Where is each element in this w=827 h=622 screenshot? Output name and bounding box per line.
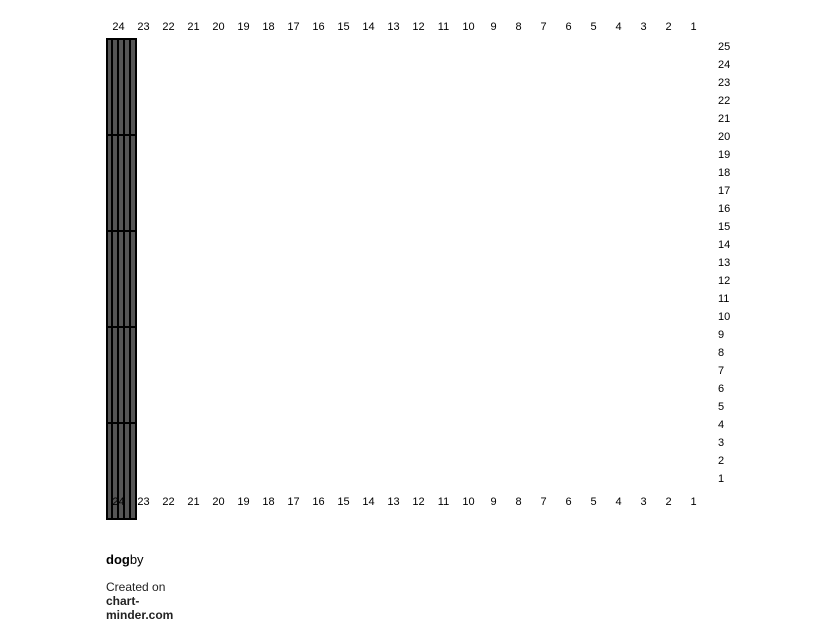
column-label: 9: [490, 21, 497, 33]
pattern-cell[interactable]: [135, 270, 137, 289]
pattern-row: [107, 78, 136, 97]
pattern-cell[interactable]: [135, 366, 137, 385]
column-label: 3: [640, 496, 647, 508]
column-label: 18: [262, 496, 275, 508]
pattern-by: by: [129, 552, 144, 567]
column-label: 17: [287, 21, 300, 33]
column-label: 3: [640, 21, 647, 33]
pattern-cell[interactable]: [135, 97, 137, 116]
column-label: 11: [437, 496, 450, 508]
column-label: 7: [540, 496, 547, 508]
pattern-title: [106, 552, 144, 567]
column-label: 14: [362, 496, 375, 508]
pattern-cell[interactable]: [135, 308, 137, 328]
pattern-row: [107, 423, 136, 443]
pattern-row: [107, 155, 136, 174]
pattern-row: [107, 59, 136, 78]
column-label: 10: [462, 21, 475, 33]
row-label: 16: [718, 202, 731, 215]
row-label: 13: [718, 256, 731, 269]
column-label: 21: [187, 496, 200, 508]
pattern-row: [107, 97, 136, 116]
column-label: 22: [162, 496, 175, 508]
pattern-cell[interactable]: [135, 193, 137, 212]
column-label: 2: [665, 496, 672, 508]
pattern-cell[interactable]: [135, 135, 137, 155]
column-label: 15: [337, 496, 350, 508]
pattern-row: [107, 327, 136, 347]
row-label: 11: [718, 292, 730, 305]
row-label: 2: [718, 454, 725, 467]
row-label: 4: [718, 418, 725, 431]
row-label: 23: [718, 76, 731, 89]
pattern-cell[interactable]: [135, 423, 137, 443]
row-label: 20: [718, 130, 731, 143]
column-label: 9: [490, 496, 497, 508]
column-label: 4: [615, 496, 622, 508]
column-label: 23: [137, 21, 150, 33]
pattern-row: [107, 366, 136, 385]
pattern-cell[interactable]: [135, 404, 137, 424]
column-label: 17: [287, 496, 300, 508]
row-label: 7: [718, 364, 725, 377]
column-label: 21: [187, 21, 200, 33]
column-label: 11: [437, 21, 450, 33]
pattern-row: [107, 251, 136, 270]
column-label: 5: [590, 21, 597, 33]
pattern-row: [107, 289, 136, 308]
pattern-row: [107, 385, 136, 404]
pattern-row: [107, 462, 136, 481]
column-label: 22: [162, 21, 175, 33]
column-label: 24: [112, 21, 125, 33]
column-label: 13: [387, 21, 400, 33]
pattern-row: [107, 404, 136, 424]
pattern-row: [107, 308, 136, 328]
column-label: 8: [515, 21, 522, 33]
column-label: 12: [412, 496, 425, 508]
row-label: 17: [718, 184, 731, 197]
row-label: 12: [718, 274, 731, 287]
pattern-grid[interactable]: [106, 38, 137, 520]
pattern-cell[interactable]: [135, 59, 137, 78]
row-label: 24: [718, 58, 731, 71]
pattern-row: [107, 443, 136, 462]
row-label: 10: [718, 310, 731, 323]
column-label: 14: [362, 21, 375, 33]
column-label: 2: [665, 21, 672, 33]
pattern-cell[interactable]: [135, 289, 137, 308]
pattern-cell[interactable]: [135, 231, 137, 251]
column-label: 15: [337, 21, 350, 33]
column-label: 1: [690, 496, 697, 508]
column-label: 19: [237, 21, 250, 33]
pattern-cell[interactable]: [135, 443, 137, 462]
column-label: 12: [412, 21, 425, 33]
column-label: 4: [615, 21, 622, 33]
row-label: 19: [718, 148, 731, 161]
pattern-cell[interactable]: [135, 327, 137, 347]
credit-site-link[interactable]: chart-minder.com: [106, 594, 174, 622]
row-label: 25: [718, 40, 731, 53]
pattern-cell[interactable]: [135, 155, 137, 174]
row-label: 22: [718, 94, 731, 107]
row-label: 15: [718, 220, 731, 233]
pattern-cell[interactable]: [135, 116, 137, 136]
row-label: 9: [718, 328, 725, 341]
column-label: 8: [515, 496, 522, 508]
pattern-cell[interactable]: [135, 212, 137, 232]
pattern-cell[interactable]: [135, 385, 137, 404]
column-label: 5: [590, 496, 597, 508]
pattern-cell[interactable]: [135, 251, 137, 270]
pattern-cell[interactable]: [135, 347, 137, 366]
pattern-row: [107, 39, 136, 59]
column-label: 18: [262, 21, 275, 33]
pattern-row: [107, 231, 136, 251]
column-label: 23: [137, 496, 150, 508]
pattern-row: [107, 116, 136, 136]
pattern-row: [107, 193, 136, 212]
pattern-row: [107, 212, 136, 232]
row-label: 21: [718, 112, 731, 125]
pattern-row: [107, 135, 136, 155]
credit-line: [106, 580, 173, 622]
row-label: 18: [718, 166, 731, 179]
row-label: 14: [718, 238, 731, 251]
column-label: 16: [312, 21, 325, 33]
column-label: 13: [387, 496, 400, 508]
pattern-grid-area: [106, 38, 137, 520]
column-label: 7: [540, 21, 547, 33]
pattern-row: [107, 270, 136, 289]
row-label: 5: [718, 400, 725, 413]
pattern-cell[interactable]: [135, 39, 137, 59]
pattern-cell[interactable]: [135, 462, 137, 481]
row-label: 8: [718, 346, 725, 359]
column-label: 20: [212, 21, 225, 33]
column-label: 10: [462, 496, 475, 508]
column-label: 20: [212, 496, 225, 508]
column-label: 16: [312, 496, 325, 508]
column-label: 6: [565, 496, 572, 508]
row-label: 1: [718, 472, 725, 485]
credit-prefix: Created on: [106, 580, 166, 594]
pattern-cell[interactable]: [135, 78, 137, 97]
row-label: 3: [718, 436, 725, 449]
column-label: 1: [690, 21, 697, 33]
column-label: 19: [237, 496, 250, 508]
pattern-row: [107, 174, 136, 193]
column-label: 6: [565, 21, 572, 33]
pattern-name: dog: [106, 552, 130, 567]
column-label: 24: [112, 496, 125, 508]
pattern-cell[interactable]: [135, 174, 137, 193]
pattern-row: [107, 347, 136, 366]
row-label: 6: [718, 382, 725, 395]
